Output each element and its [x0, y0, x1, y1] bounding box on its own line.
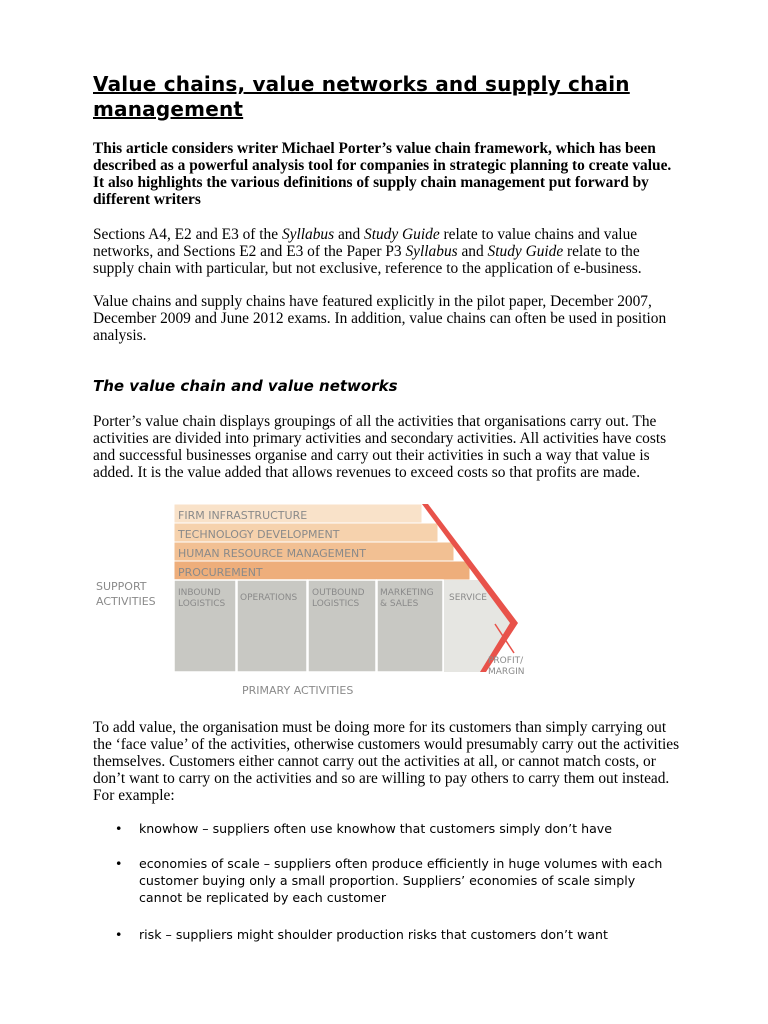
support-row-label: HUMAN RESOURCE MANAGEMENT [178, 547, 367, 560]
support-row-label: FIRM INFRASTRUCTURE [178, 509, 308, 522]
support-row-label: PROCUREMENT [178, 566, 263, 579]
italic-run: Study Guide [364, 226, 440, 243]
list-item-text: knowhow – suppliers often use knowhow that customers simply don’t have [139, 821, 612, 836]
text-run: Sections A4, E2 and E3 of the [93, 226, 282, 243]
text-run: and [334, 226, 365, 243]
primary-column-label: OPERATIONS [240, 593, 298, 603]
text-run: and [457, 243, 488, 260]
italic-run: Syllabus [405, 243, 458, 260]
support-activities-label: SUPPORT [96, 580, 147, 593]
support-activities-label: ACTIVITIES [96, 595, 156, 608]
article-lead: This article considers writer Michael Porter’s value chain framework, which has been described as a powerful analysis tool for companies in strategic planning to create value. It also highlights the various definitions of supply chain management put forward by different writers [93, 140, 672, 208]
paragraph-syllabus [93, 226, 683, 277]
list-item-text: risk – suppliers might shoulder production risks that customers don’t want [139, 927, 608, 942]
support-row-label: TECHNOLOGY DEVELOPMENT [178, 528, 340, 541]
primary-column-label: SERVICE [449, 593, 487, 603]
margin-label: PROFIT/ [488, 656, 524, 666]
primary-column-label: MARKETING [380, 588, 434, 598]
bullet-glyph: • [115, 856, 123, 871]
margin-label: MARGIN [488, 667, 525, 677]
bullet-glyph: • [115, 821, 123, 836]
text-run: relate to value chains and value networks, and Sections E2 and E3 of the Paper P3 [93, 226, 638, 260]
value-chain-diagram [90, 500, 540, 700]
list-item-text: economies of scale – suppliers often produce efficiently in huge volumes with each customer buying only a small proportion. Suppliers’ economies of scale simply cannot be replicated by each customer [139, 856, 663, 905]
primary-column-label: OUTBOUND [312, 588, 365, 598]
primary-column-label: INBOUND [178, 588, 221, 598]
text-run: relate to the supply chain with particular, but not exclusive, reference to the application of e-business. [93, 243, 642, 277]
bullet-glyph: • [115, 927, 123, 942]
italic-run: Syllabus [281, 226, 335, 243]
primary-column-label: LOGISTICS [312, 599, 360, 609]
paragraph-add-value: To add value, the organisation must be doing more for its customers than simply carrying out the ‘face value’ of the activities, otherwise customers would presumably carry out the activities themselves. Customers either cannot carry out the activities at all, or cannot match costs, or don’t want to carry on the activities and so are willing to pay others to carry them out instead. For example: [93, 719, 680, 804]
primary-activities-label: PRIMARY ACTIVITIES [242, 684, 354, 697]
article-title: Value chains, value networks and supply chain management [93, 72, 630, 121]
primary-column-label: & SALES [380, 599, 419, 609]
primary-column-label: LOGISTICS [178, 599, 226, 609]
paragraph-porter: Porter’s value chain displays groupings of all the activities that organisations carry out. The activities are divided into primary activities and secondary activities. All activities have costs and successful businesses organise and carry out their activities in such a way that value is added. It is the value added that allows revenues to exceed costs so that profits are made. [93, 413, 667, 481]
paragraph-exams: Value chains and supply chains have featured explicitly in the pilot paper, December 2007, December 2009 and June 2012 exams. In addition, value chains can often be used in position analysis. [93, 293, 667, 344]
section-heading: The value chain and value networks [93, 377, 398, 395]
italic-run: Study Guide [487, 243, 564, 260]
